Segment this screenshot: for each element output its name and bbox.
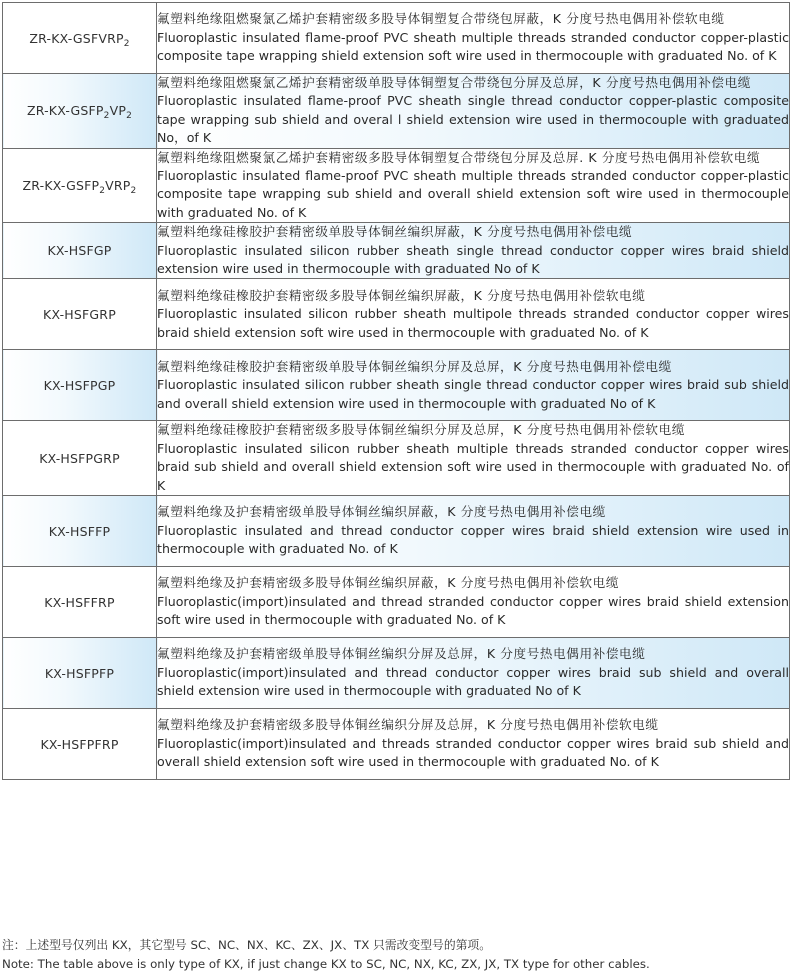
english-description: Fluoroplastic insulated and thread conductor copper wires braid shield extension wire used in thermocouple with graduated No. of K [157,522,789,557]
model-code: ZR-KX-GSFVRP [29,30,124,46]
chinese-description: 氟塑料绝缘及护套精密级单股导体铜丝编织分屏及总屏，K 分度号热电偶用补偿电缆 [157,646,646,662]
table-row [3,709,790,780]
english-description: Fluoroplastic(import)insulated and thread conductor copper wires braid sub shield and overall shield extension wire used in thermocouple with graduated No of K [157,664,789,699]
english-description: Fluoroplastic insulated silicon rubber sheath single thread conductor copper wires braid sub shield and overall shield extension wire used in thermocouple with graduated No of K [157,377,789,411]
chinese-description: 氟塑料绝缘阻燃聚氯乙烯护套精密级单股导体铜塑复合带绕包分屏及总屏，K 分度号热电偶用补偿电缆 [157,75,751,90]
english-description: Fluoroplastic insulated silicon rubber sheath multiple threads stranded conductor copper wires braid sub shield and overall shield extension soft wire used in thermocouple with graduated No. of K [157,440,789,493]
description-cell [157,74,790,149]
description-cell [157,279,790,350]
chinese-description: 氟塑料绝缘及护套精密级单股导体铜丝编织屏蔽，K 分度号热电偶用补偿电缆 [157,504,606,520]
footnote [2,936,792,974]
model-cell [3,148,157,223]
table-row [3,421,790,496]
model-cell [3,74,157,149]
table-row [3,74,790,149]
description-cell [157,567,790,638]
cable-spec-table [2,2,790,780]
model-code: KX-HSFPFP [44,665,115,681]
chinese-description: 氟塑料绝缘硅橡胶护套精密级多股导体铜丝编织屏蔽，K 分度号热电偶用补偿软电缆 [157,287,646,303]
model-code-mid: VRP [105,177,131,193]
chinese-description: 氟塑料绝缘阻燃聚氯乙烯护套精密级多股导体铜塑复合带绕包分屏及总屏. K 分度号热电偶用补偿软电缆 [157,149,761,165]
model-subscript: 2 [103,111,110,122]
footnote-english: Note: The table above is only type of KX, if just change KX to SC, NC, NX, KC, ZX, JX, TX type for other cables. [2,957,650,971]
english-description: Fluoroplastic(import)insulated and threads stranded conductor copper wires braid sub shield and overall shield extension soft wire used in thermocouple with graduated No. of K [157,735,789,770]
model-code: ZR-KX-GSFP [22,177,100,193]
english-description: Fluoroplastic insulated flame-proof PVC sheath multiple threads stranded conductor copper-plastic composite tape wrapping sub shield and overall shield extension soft wire used in thermocouple with graduated No. of K [157,168,789,220]
model-code: KX-HSFFRP [44,594,115,610]
chinese-description: 氟塑料绝缘硅橡胶护套精密级多股导体铜丝编织分屏及总屏，K 分度号热电偶用补偿软电缆 [157,422,686,438]
model-cell [3,421,157,496]
model-cell [3,638,157,709]
english-description: Fluoroplastic insulated flame-proof PVC sheath single thread conductor copper-plastic composite tape wrapping sub shield and overal l shield extension wire used in thermocouple with graduated No，of K [157,93,789,146]
table-row [3,279,790,350]
chinese-description: 氟塑料绝缘及护套精密级多股导体铜丝编织屏蔽，K 分度号热电偶用补偿软电缆 [157,575,620,591]
model-cell [3,3,157,74]
model-subscript: 2 [99,185,106,196]
description-cell [157,148,790,223]
english-description: Fluoroplastic insulated silicon rubber sheath multipole threads stranded conductor copper wires braid shield extension soft wire used in thermocouple with graduated No. of K [157,306,789,340]
model-subscript: 2 [126,111,133,122]
table-row [3,638,790,709]
table-row [3,148,790,223]
chinese-description: 氟塑料绝缘硅橡胶护套精密级单股导体铜丝编织屏蔽，K 分度号热电偶用补偿电缆 [157,224,633,240]
description-cell [157,350,790,421]
english-description: Fluoroplastic(import)insulated and thread stranded conductor copper wires braid shield extension soft wire used in thermocouple with graduated No. of K [157,593,789,628]
table-row [3,496,790,567]
description-cell [157,709,790,780]
model-code: KX-HSFPGRP [39,450,120,466]
chinese-description: 氟塑料绝缘硅橡胶护套精密级单股导体铜丝编织分屏及总屏，K 分度号热电偶用补偿电缆 [157,358,672,374]
description-cell [157,496,790,567]
model-subscript: 2 [123,38,130,49]
model-code: KX-HSFGRP [43,306,116,322]
model-cell [3,350,157,421]
chinese-description: 氟塑料绝缘及护套精密级多股导体铜丝编织分屏及总屏，K 分度号热电偶用补偿软电缆 [157,717,659,733]
model-code: KX-HSFGP [47,243,112,259]
model-cell [3,709,157,780]
description-cell [157,223,790,279]
model-cell [3,279,157,350]
table-row [3,350,790,421]
model-code: KX-HSFPGP [43,377,116,393]
description-cell [157,3,790,74]
table-row [3,223,790,279]
table-row [3,3,790,74]
model-subscript: 2 [130,185,137,196]
english-description: Fluoroplastic insulated flame-proof PVC sheath multiple threads stranded conductor copper-plastic composite tape wrapping shield extension soft wire used in thermocouple with graduated No. of K [157,29,789,64]
model-code: ZR-KX-GSFP [26,103,104,119]
description-cell [157,638,790,709]
description-cell [157,421,790,496]
model-cell [3,496,157,567]
chinese-description: 氟塑料绝缘阻燃聚氯乙烯护套精密级多股导体铜塑复合带绕包屏蔽，K 分度号热电偶用补偿软电缆 [157,11,725,27]
model-code: KX-HSFPFRP [40,736,119,752]
model-code-mid: VP [109,103,127,119]
model-code: KX-HSFFP [48,523,111,539]
footnote-chinese: 注：上述型号仅列出 KX，其它型号 SC、NC、NX、KC、ZX、JX、TX 只需改变型号的第项。 [2,938,492,952]
model-cell [3,567,157,638]
model-cell [3,223,157,279]
english-description: Fluoroplastic insulated silicon rubber sheath single thread conductor copper wires braid shield extension wire used in thermocouple with graduated No of K [157,242,789,277]
table-row [3,567,790,638]
